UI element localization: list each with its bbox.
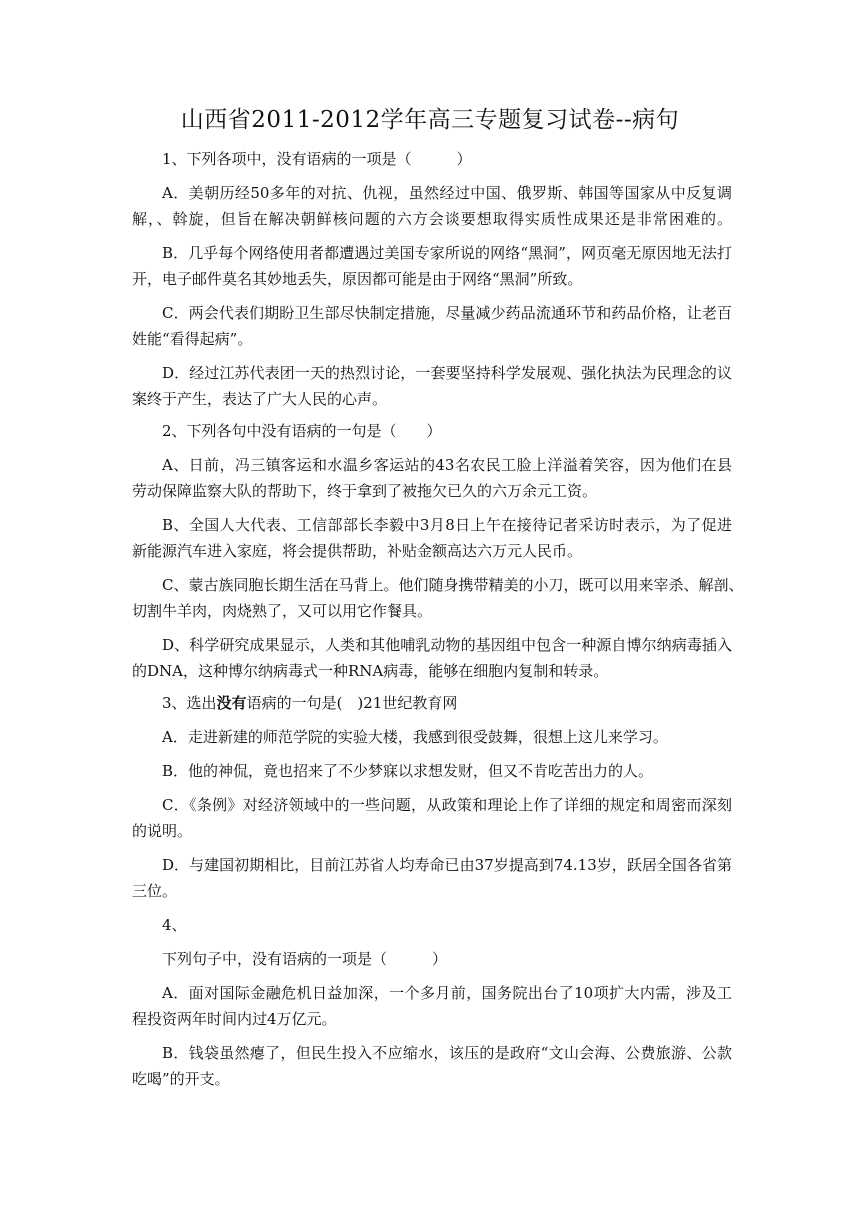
q3-stem [162,692,732,714]
q3-option-b-line1: B．他的神侃，竟也招来了不少梦寐以求想发财，但又不肯吃苦出力的人。 [162,762,654,780]
q1-option-a-line2: 解，、斡旋，但旨在解决朝鲜核问题的六方会谈要想取得实质性成果还是非常困难的。 [132,210,732,228]
q4-option-b-line1: B．钱袋虽然瘪了，但民生投入不应缩水，该压的是政府“文山会海、公费旅游、公款 [162,1044,732,1062]
q2-option-d-line1: D、科学研究成果显示，人类和其他哺乳动物的基因组中包含一种源自博尔纳病毒插入 [162,636,732,654]
q3-option-c-line2: 的说明。 [132,822,193,840]
q1-option-a-line1: A．美朝历经50多年的对抗、仇视，虽然经过中国、俄罗斯、韩国等国家从中反复调 [162,184,732,202]
q2-stem: 2、下列各句中没有语病的一句是（ ） [162,422,442,440]
q1-option-d-line2: 案终于产生，表达了广大人民的心声。 [132,390,388,408]
q2-option-c-line2: 切割牛羊肉，肉烧熟了，又可以用它作餐具。 [132,602,433,620]
q2-option-b-line1: B、全国人大代表、工信部部长李毅中3月8日上午在接待记者采访时表示，为了促进 [162,516,732,534]
q4-option-b-line2: 吃喝”的开支。 [132,1070,230,1088]
q1-option-b-line2: 开，电子邮件莫名其妙地丢失，原因都可能是由于网络“黑洞”所致。 [132,270,583,288]
q2-option-a-line1: A、日前，冯三镇客运和水温乡客运站的43名农民工脸上洋溢着笑容，因为他们在县 [162,456,732,474]
q2-option-a-line2: 劳动保障监察大队的帮助下，终于拿到了被拖欠已久的六万余元工资。 [132,482,598,500]
q1-option-c-line1: C．两会代表们期盼卫生部尽快制定措施，尽量减少药品流通环节和药品价格，让老百 [162,304,732,322]
q1-option-b-line1: B．几乎每个网络使用者都遭遇过美国专家所说的网络“黑洞”，网页毫无原因地无法打 [162,244,732,262]
q3-stem-suffix: 语病的一句是( )21世纪教育网 [246,694,458,712]
q3-stem-emphasis: 没有 [216,694,247,712]
q4-option-a-line1: A．面对国际金融危机日益加深，一个多月前，国务院出台了10项扩大内需，涉及工 [162,984,732,1002]
q1-option-c-line2: 姓能“看得起病”。 [132,330,253,348]
q3-stem-prefix: 3、选出 [162,694,217,712]
page-title: 山西省2011-2012学年高三专题复习试卷--病句 [180,107,680,133]
q3-option-d-line1: D．与建国初期相比，目前江苏省人均寿命已由37岁提高到74.13岁，跃居全国各省第 [162,856,732,874]
q2-option-d-line2: 的DNA，这种博尔纳病毒式一种RNA病毒，能够在细胞内复制和转录。 [132,662,609,680]
q2-option-b-line2: 新能源汽车进入家庭，将会提供帮助，补贴金额高达六万元人民币。 [132,542,583,560]
q4-stem: 下列句子中，没有语病的一项是（ ） [162,950,448,968]
q3-option-a-line1: A．走进新建的师范学院的实验大楼，我感到很受鼓舞，很想上这儿来学习。 [162,728,668,746]
q3-option-d-line2: 三位。 [132,882,178,900]
q1-option-d-line1: D．经过江苏代表团一天的热烈讨论，一套要坚持科学发展观、强化执法为民理念的议 [162,364,732,382]
q2-option-c-line1: C、蒙古族同胞长期生活在马背上。他们随身携带精美的小刀，既可以用来宰杀、解剖、 [162,576,744,594]
q3-option-c-line1: C．《条例》对经济领域中的一些问题，从政策和理论上作了详细的规定和周密而深刻 [162,796,732,814]
q1-stem: 1、下列各项中，没有语病的一项是（ ） [162,150,472,168]
q4-option-a-line2: 程投资两年时间内过4万亿元。 [132,1010,337,1028]
q4-number: 4、 [162,916,187,934]
